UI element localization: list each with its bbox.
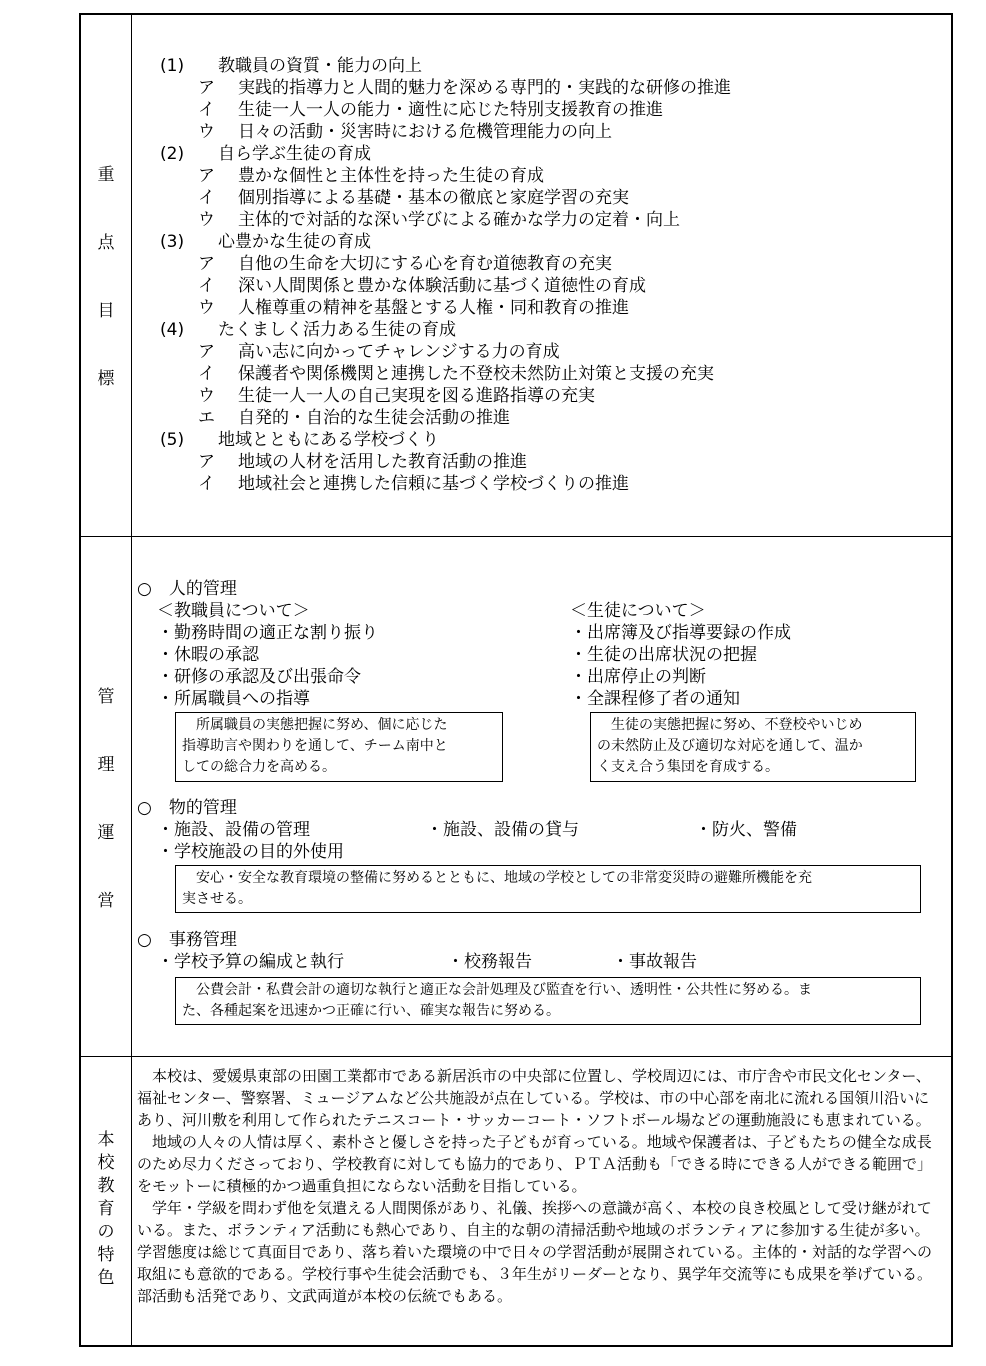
- butteki-item: ・学校施設の目的外使用: [157, 842, 344, 862]
- student-item: ・出席簿及び指導要録の作成: [570, 623, 791, 643]
- box-line: 指導助言や関わりを通して、チーム南中と: [182, 738, 448, 754]
- goal-item-mark: イ: [198, 100, 215, 120]
- label-char: 理: [97, 755, 115, 775]
- jimu-heading: ○ 事務管理: [137, 930, 237, 950]
- goal-item-text: 自他の生命を大切にする心を育む道徳教育の充実: [238, 254, 612, 274]
- label-char: の: [97, 1222, 115, 1242]
- box-line: く支え合う集団を育成する。: [597, 759, 779, 775]
- label-char: 本: [97, 1130, 115, 1150]
- goal-item-mark: ア: [198, 452, 215, 472]
- goal-item-text: 深い人間関係と豊かな体験活動に基づく道徳性の育成: [238, 276, 646, 296]
- box-line: 公費会計・私費会計の適切な執行と適正な会計処理及び監査を行い、透明性・公共性に努める。ま: [182, 982, 812, 998]
- staff-item: ・勤務時間の適正な割り振り: [157, 623, 378, 643]
- feature-paragraph: 本校は、愛媛県東部の田園工業都市である新居浜市の中央部に位置し、学校周辺には、市庁舎や市民文化センター、福祉センター、警察署、ミュージアムなど公共施設が点在している。学校は、市の中心部を南北に流れる国領川沿いにあり、河川敷を利用して作られたテニスコート・サッカーコート・ソフトボール場などの運動施設にも恵まれている。: [137, 1067, 931, 1129]
- feature-paragraph: 学年・学級を問わず他を気遣える人間関係があり、礼儀、挨拶への意識が高く、本校の良き校風として受け継がれている。また、ボランティア活動にも熱心であり、自主的な朝の清掃活動や地域のボランティアに参加する生徒が多い。学習態度は総じて真面目であり、落ち着いた環境の中で日々の学習活動が展開されている。主体的・対話的な学習への取組にも意欲的である。学校行事や生徒会活動でも、３年生がリーダーとなり、異学年交流等にも成果を挙げている。部活動も活発であり、文武両道が本校の伝統でもある。: [137, 1199, 933, 1305]
- goal-item-mark: イ: [198, 188, 215, 208]
- staff-item: ・研修の承認及び出張命令: [157, 667, 361, 687]
- box-line: しての総合力を高める。: [182, 759, 336, 775]
- goal-number: (4): [160, 320, 185, 340]
- jimu-item: ・事故報告: [612, 952, 697, 972]
- box-line: た、各種起案を迅速かつ正確に行い、確実な報告に努める。: [182, 1003, 560, 1019]
- staff-item: ・所属職員への指導: [157, 689, 310, 709]
- label-char: 営: [97, 891, 115, 911]
- label-char: 育: [97, 1199, 115, 1219]
- jimu-note-box: [175, 977, 921, 1025]
- goal-number: (2): [160, 144, 185, 164]
- goal-item-text: 生徒一人一人の自己実現を図る進路指導の充実: [238, 386, 595, 406]
- staff-item: ・休暇の承認: [157, 645, 259, 665]
- goal-item-mark: イ: [198, 276, 215, 296]
- goal-item-mark: イ: [198, 474, 215, 494]
- butteki-item: ・防火、警備: [695, 820, 797, 840]
- label-char: 管: [97, 687, 115, 707]
- label-char: 色: [97, 1268, 115, 1288]
- goal-item-mark: ア: [198, 342, 215, 362]
- goal-number: (3): [160, 232, 185, 252]
- goal-title: たくましく活力ある生徒の育成: [218, 320, 456, 340]
- goal-title: 心豊かな生徒の育成: [218, 232, 371, 252]
- goal-title: 自ら学ぶ生徒の育成: [218, 144, 371, 164]
- goal-item-mark: エ: [198, 408, 215, 428]
- label-char: 校: [97, 1153, 115, 1173]
- goal-item-text: 地域社会と連携した信頼に基づく学校づくりの推進: [238, 474, 629, 494]
- goal-item-text: 高い志に向かってチャレンジする力の育成: [238, 342, 560, 362]
- goal-item-mark: ウ: [198, 210, 215, 230]
- label-char: 目: [97, 301, 115, 321]
- feature-paragraph: 地域の人々の人情は厚く、素朴さと優しさを持った子どもが育っている。地域や保護者は、子どもたちの健全な成長のため尽力くださっており、学校教育に対しても協力的であり、ＰＴＡ活動も「できる時にできる人ができる範囲で」をモットーに積極的かつ過重負担にならない活動を目指している。: [137, 1133, 933, 1195]
- label-char: 運: [97, 823, 115, 843]
- goal-item-mark: ウ: [198, 298, 215, 318]
- goal-item-text: 地域の人材を活用した教育活動の推進: [238, 452, 527, 472]
- column-divider: [131, 13, 132, 1347]
- box-line: 生徒の実態把握に努め、不登校やいじめ: [597, 717, 863, 733]
- jimu-item: ・校務報告: [447, 952, 532, 972]
- goal-item-text: 日々の活動・災害時における危機管理能力の向上: [238, 122, 612, 142]
- features-section: [137, 1065, 943, 1307]
- goal-item-text: 生徒一人一人の能力・適性に応じた特別支援教育の推進: [238, 100, 663, 120]
- goal-item-mark: ウ: [198, 122, 215, 142]
- student-item: ・出席停止の判断: [570, 667, 706, 687]
- goal-item-mark: イ: [198, 364, 215, 384]
- butteki-note-box: [175, 865, 921, 913]
- goal-item-text: 豊かな個性と主体性を持った生徒の育成: [238, 166, 544, 186]
- label-char: 教: [97, 1176, 115, 1196]
- goal-item-text: 個別指導による基礎・基本の徹底と家庭学習の充実: [238, 188, 629, 208]
- goal-item-text: 主体的で対話的な深い学びによる確かな学力の定着・向上: [238, 210, 680, 230]
- goal-item-mark: ア: [198, 166, 215, 186]
- goal-item-mark: ウ: [198, 386, 215, 406]
- goal-item-text: 自発的・自治的な生徒会活動の推進: [238, 408, 510, 428]
- row-divider-1: [79, 536, 953, 537]
- box-line: 実させる。: [182, 891, 252, 907]
- butteki-item: ・施設、設備の貸与: [426, 820, 579, 840]
- goal-item-text: 人権尊重の精神を基盤とする人権・同和教育の推進: [238, 298, 629, 318]
- label-char: 標: [97, 369, 115, 389]
- goal-title: 教職員の資質・能力の向上: [218, 56, 422, 76]
- butteki-item: ・施設、設備の管理: [157, 820, 310, 840]
- box-line: 安心・安全な教育環境の整備に努めるとともに、地域の学校としての非常変災時の避難所機能を充: [182, 870, 812, 886]
- student-item: ・全課程修了者の通知: [570, 689, 740, 709]
- student-note-box: [590, 712, 916, 782]
- goal-item-mark: ア: [198, 78, 215, 98]
- label-char: 重: [97, 165, 115, 185]
- staff-heading: ＜教職員について＞: [157, 601, 310, 621]
- label-char: 特: [97, 1245, 115, 1265]
- goal-item-text: 実践的指導力と人間的魅力を深める専門的・実践的な研修の推進: [238, 78, 731, 98]
- row-divider-2: [79, 1056, 953, 1057]
- goal-number: (1): [160, 56, 185, 76]
- box-line: 所属職員の実態把握に努め、個に応じた: [182, 717, 448, 733]
- label-char: 点: [97, 233, 115, 253]
- staff-note-box: [175, 712, 503, 782]
- butteki-heading: ○ 物的管理: [137, 798, 237, 818]
- jimu-item: ・学校予算の編成と執行: [157, 952, 344, 972]
- student-heading: ＜生徒について＞: [570, 601, 706, 621]
- goal-title: 地域とともにある学校づくり: [218, 430, 439, 450]
- goal-number: (5): [160, 430, 185, 450]
- goal-item-mark: ア: [198, 254, 215, 274]
- goal-item-text: 保護者や関係機関と連携した不登校未然防止対策と支援の充実: [238, 364, 714, 384]
- box-line: の未然防止及び適切な対応を通して、温か: [597, 738, 863, 754]
- student-item: ・生徒の出席状況の把握: [570, 645, 757, 665]
- jinteki-heading: ○ 人的管理: [137, 579, 237, 599]
